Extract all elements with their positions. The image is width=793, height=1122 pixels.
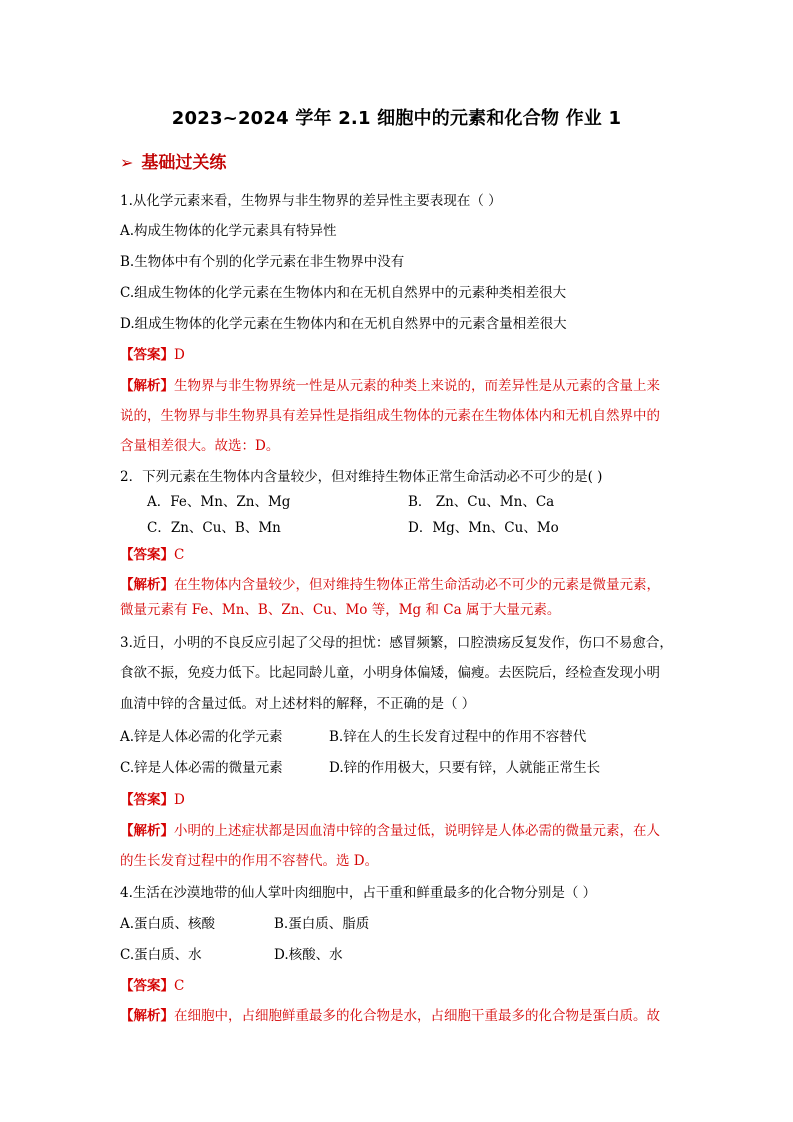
question-2-stem: 2．下列元素在生物体内含量较少，但对维持生物体正常生命活动必不可少的是( ) (120, 469, 603, 485)
analysis-tag: 【解析】 (120, 577, 174, 593)
question-1-analysis-line-2: 说的，生物界与非生物界具有差异性是指组成生物体的元素在生物体体内和无机自然界中的 (120, 408, 660, 424)
question-1-option-b: B.生物体中有个别的化学元素在非生物界中没有 (120, 254, 405, 270)
question-4-option-c: C.蛋白质、水 (120, 947, 202, 963)
section-heading (120, 148, 226, 173)
question-3-option-c: C.锌是人体必需的微量元素 (120, 760, 283, 776)
answer-value: D (174, 347, 185, 363)
analysis-text: 生物界与非生物界统一性是从元素的种类上来说的，而差异性是从元素的含量上来 (174, 378, 660, 394)
analysis-text: 在细胞中，占细胞鲜重最多的化合物是水，占细胞干重最多的化合物是蛋白质。故 (174, 1008, 660, 1024)
question-3-option-b: B.锌在人的生长发育过程中的作用不容替代 (329, 729, 587, 745)
analysis-text: 小明的上述症状都是因血清中锌的含量过低，说明锌是人体必需的微量元素，在人 (174, 823, 660, 839)
answer-value: D (174, 792, 185, 808)
analysis-tag: 【解析】 (120, 1008, 174, 1024)
question-3-option-a: A.锌是人体必需的化学元素 (120, 729, 283, 745)
document-title: 2023~2024 学年 2.1 细胞中的元素和化合物 作业 1 (171, 108, 622, 129)
analysis-text: 在生物体内含量较少，但对维持生物体正常生命活动必不可少的元素是微量元素， (174, 577, 660, 593)
section-label: 基础过关练 (141, 153, 227, 173)
question-2-option-d: D．Mg、Mn、Cu、Mo (408, 520, 559, 536)
answer-tag: 【答案】 (120, 547, 174, 563)
question-3-option-d: D.锌的作用极大，只要有锌，人就能正常生长 (329, 760, 601, 776)
answer-tag: 【答案】 (120, 792, 174, 808)
question-1-analysis-line-3: 含量相差很大。故选：D。 (120, 438, 280, 454)
question-3-stem-line-3: 血清中锌的含量过低。对上述材料的解释，不正确的是（ ） (120, 696, 476, 712)
question-3-answer (120, 788, 185, 808)
question-4-option-a: A.蛋白质、核酸 (120, 916, 216, 932)
question-1-option-c: C.组成生物体的化学元素在生物体内和在无机自然界中的元素种类相差很大 (120, 285, 567, 301)
question-2-option-c: C．Zn、Cu、B、Mn (147, 520, 281, 536)
question-4-option-d: D.核酸、水 (274, 947, 343, 963)
question-3-analysis-line-2: 的生长发育过程中的作用不容替代。选 D。 (120, 853, 379, 869)
question-3-stem-line-2: 食欲不振，免疫力低下。比起同龄儿童，小明身体偏矮，偏瘦。去医院后，经检查发现小明 (120, 665, 660, 681)
question-2-option-a: A．Fe、Mn、Zn、Mg (147, 494, 291, 510)
question-4-option-b: B.蛋白质、脂质 (274, 916, 370, 932)
question-2-analysis-line-2: 微量元素有 Fe、Mn、B、Zn、Cu、Mo 等，Mg 和 Ca 属于大量元素。 (120, 602, 561, 618)
question-1-answer (120, 343, 185, 363)
answer-tag: 【答案】 (120, 347, 174, 363)
question-4-analysis-line-1 (120, 1004, 660, 1024)
question-2-answer (120, 543, 184, 563)
question-2-option-b: B． Zn、Cu、Mn、Ca (408, 494, 555, 510)
analysis-tag: 【解析】 (120, 823, 174, 839)
question-3-analysis-line-1 (120, 819, 660, 839)
question-2-analysis-line-1 (120, 573, 660, 593)
analysis-tag: 【解析】 (120, 378, 174, 394)
question-1-stem: 1.从化学元素来看，生物界与非生物界的差异性主要表现在（ ） (120, 193, 502, 209)
answer-tag: 【答案】 (120, 978, 174, 994)
question-4-answer (120, 974, 184, 994)
question-1-option-d: D.组成生物体的化学元素在生物体内和在无机自然界中的元素含量相差很大 (120, 316, 567, 332)
answer-value: C (174, 978, 185, 994)
answer-value: C (174, 547, 185, 563)
question-3-stem-line-1: 3.近日，小明的不良反应引起了父母的担忧：感冒频繁，口腔溃疡反复发作，伤口不易愈合， (120, 635, 673, 651)
arrow-bullet-icon: ➢ (120, 153, 134, 172)
question-1-option-a: A.构成生物体的化学元素具有特异性 (120, 223, 337, 239)
question-4-stem: 4.生活在沙漠地带的仙人掌叶肉细胞中，占干重和鲜重最多的化合物分别是（ ） (120, 885, 597, 901)
question-1-analysis-line-1 (120, 374, 660, 394)
